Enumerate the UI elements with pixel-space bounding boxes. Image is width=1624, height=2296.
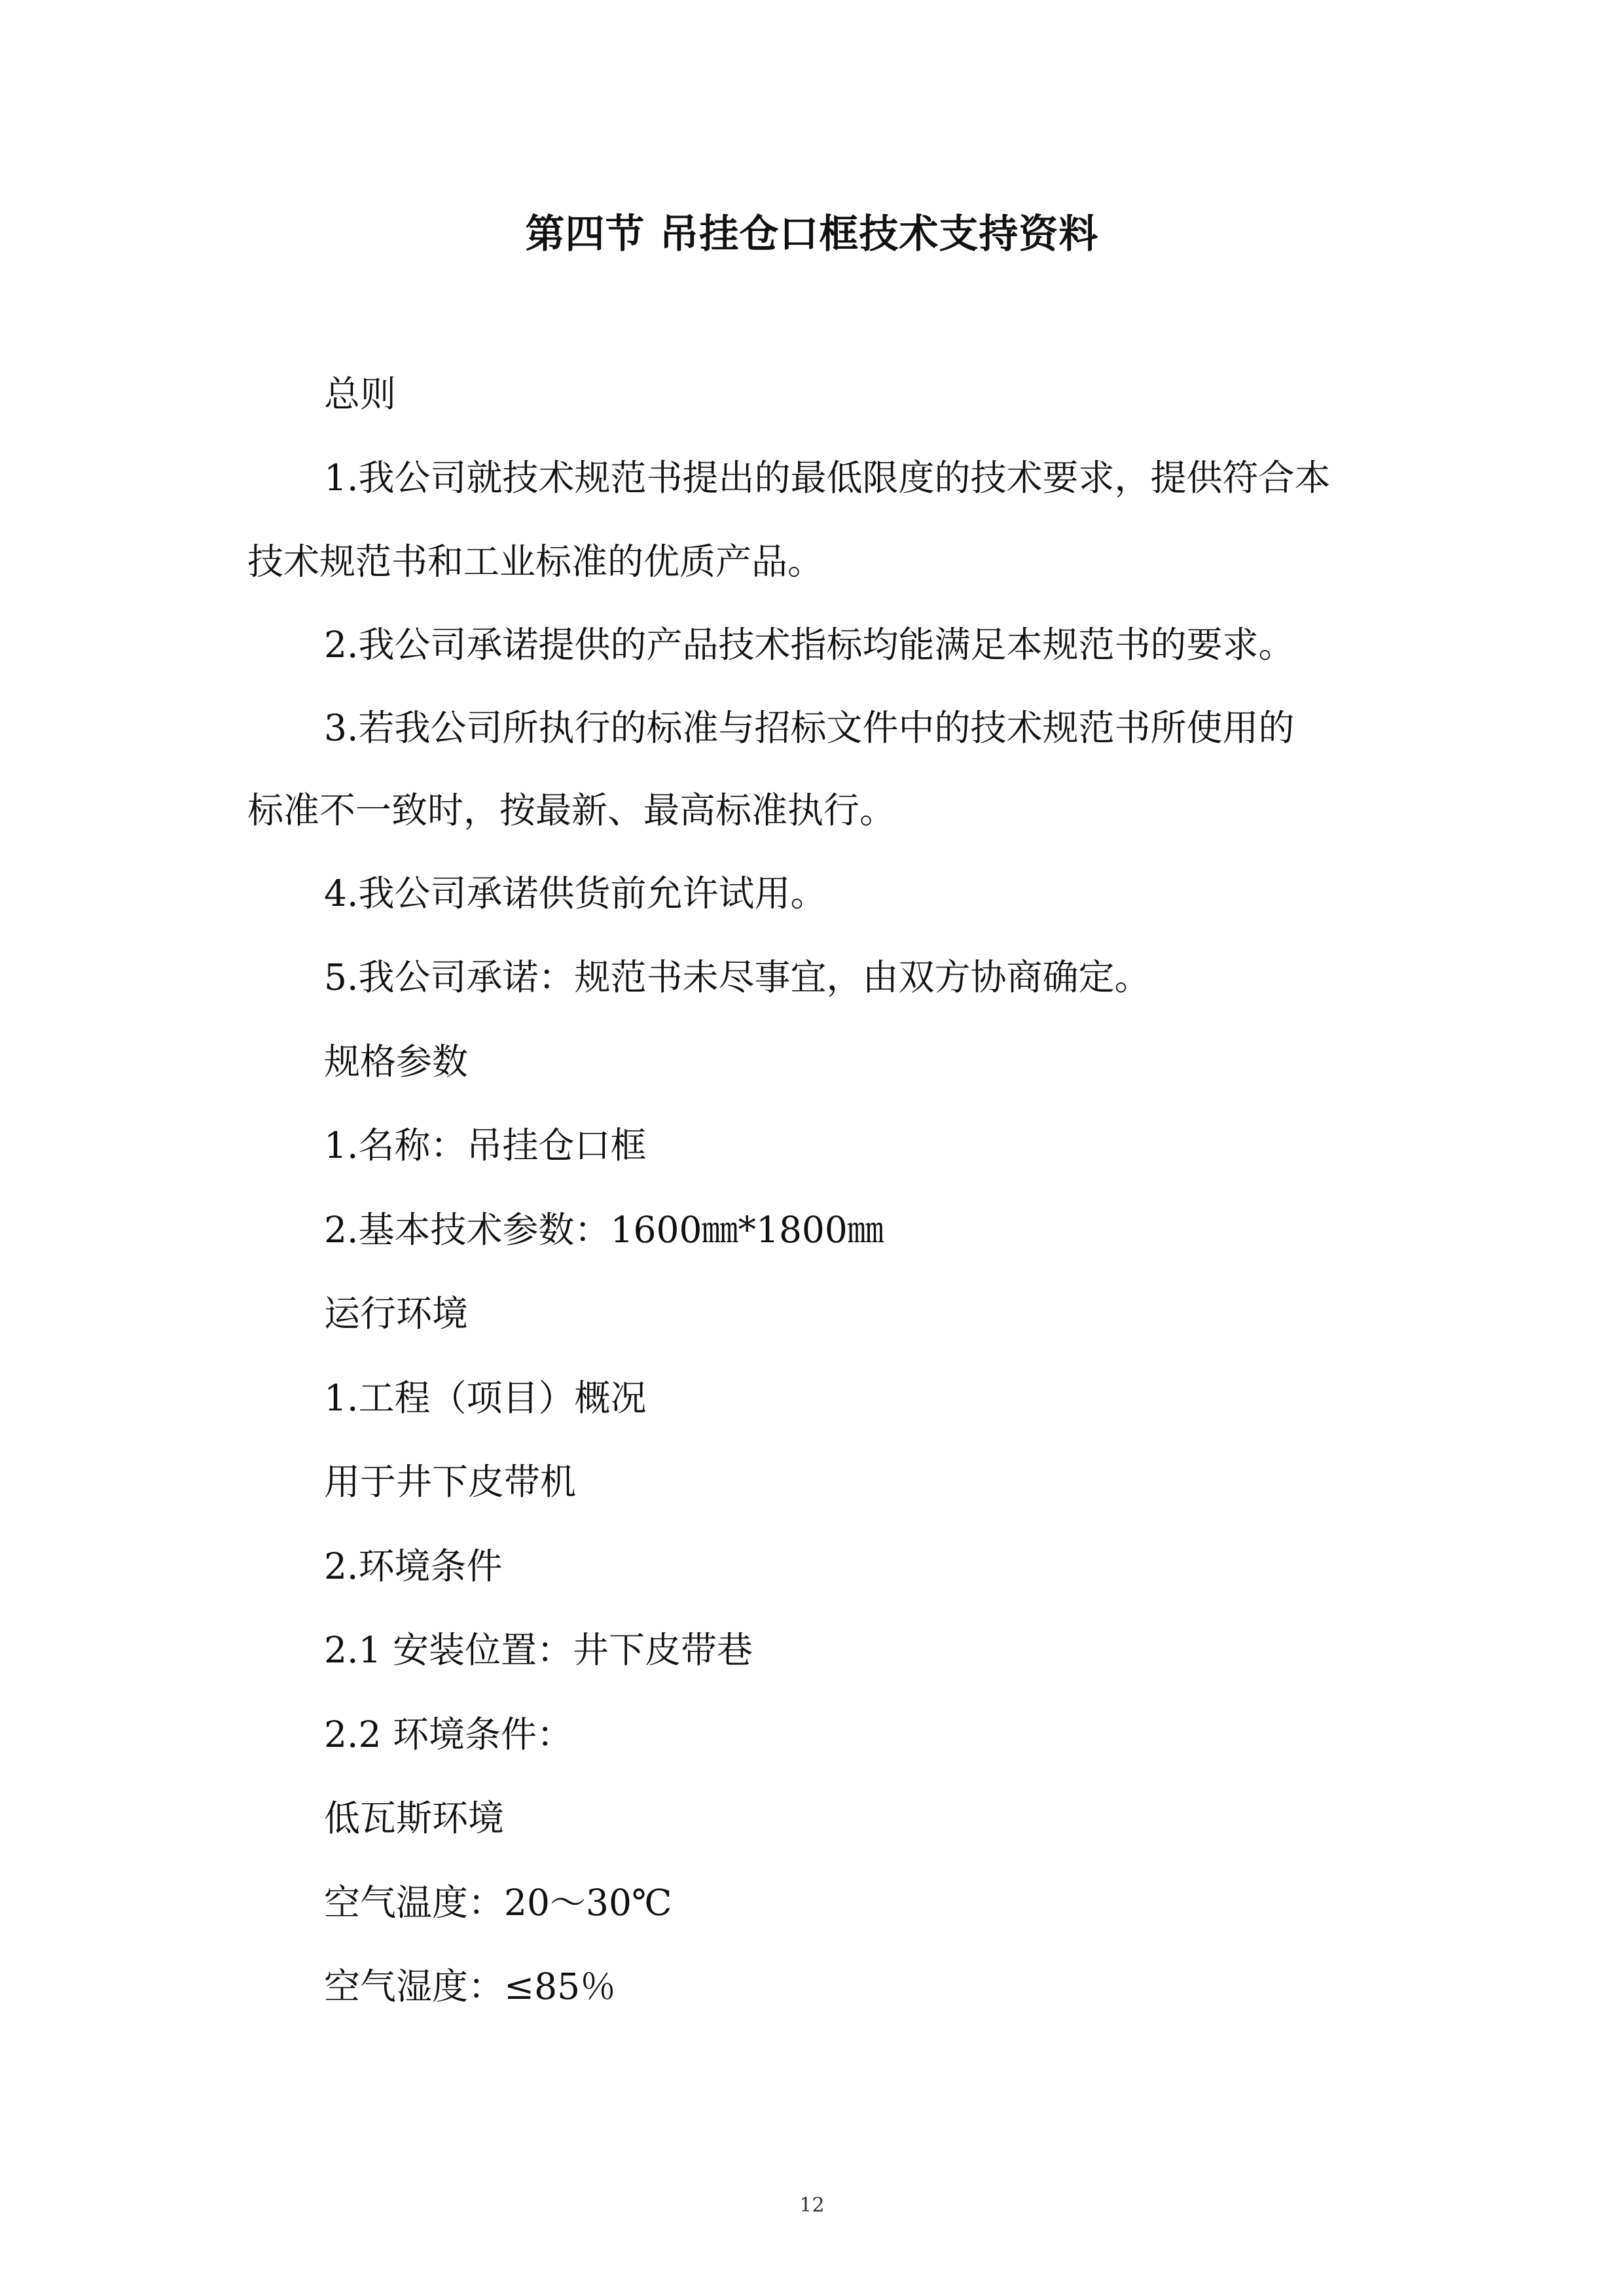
environment-conditions-label: 2.2 环境条件： [324, 1713, 573, 1755]
clause-4: 4.我公司承诺供货前允许试用。 [324, 872, 827, 914]
section-title: 第四节 吊挂仓口框技术支持资料 [525, 211, 1099, 257]
clause-2: 2.我公司承诺提供的产品技术指标均能满足本规范书的要求。 [324, 624, 1295, 666]
clause-1-line-2: 技术规范书和工业标准的优质产品。 [247, 541, 824, 583]
clause-5: 5.我公司承诺：规范书未尽事宜，由双方协商确定。 [324, 956, 1151, 998]
project-overview-text: 用于井下皮带机 [324, 1461, 577, 1503]
installation-location: 2.1 安装位置：井下皮带巷 [324, 1629, 753, 1671]
clause-1-line-1: 1.我公司就技术规范书提出的最低限度的技术要求，提供符合本 [324, 457, 1331, 499]
heading-general: 总则 [324, 373, 397, 415]
environment-conditions-heading: 2.环境条件 [324, 1545, 503, 1587]
air-temperature: 空气温度：20～30℃ [324, 1882, 672, 1924]
heading-specifications: 规格参数 [324, 1041, 469, 1083]
clause-3-line-2: 标准不一致时，按最新、最高标准执行。 [247, 789, 896, 831]
page-number: 12 [799, 2194, 825, 2217]
heading-operating-environment: 运行环境 [324, 1293, 469, 1335]
spec-parameters: 2.基本技术参数：1600㎜*1800㎜ [324, 1209, 884, 1251]
low-gas-environment: 低瓦斯环境 [324, 1797, 505, 1839]
project-overview-heading: 1.工程（项目）概况 [324, 1377, 647, 1419]
spec-name: 1.名称：吊挂仓口框 [324, 1124, 647, 1166]
air-humidity: 空气湿度：≤85％ [324, 1965, 617, 2007]
clause-3-line-1: 3.若我公司所执行的标准与招标文件中的技术规范书所使用的 [324, 707, 1295, 749]
